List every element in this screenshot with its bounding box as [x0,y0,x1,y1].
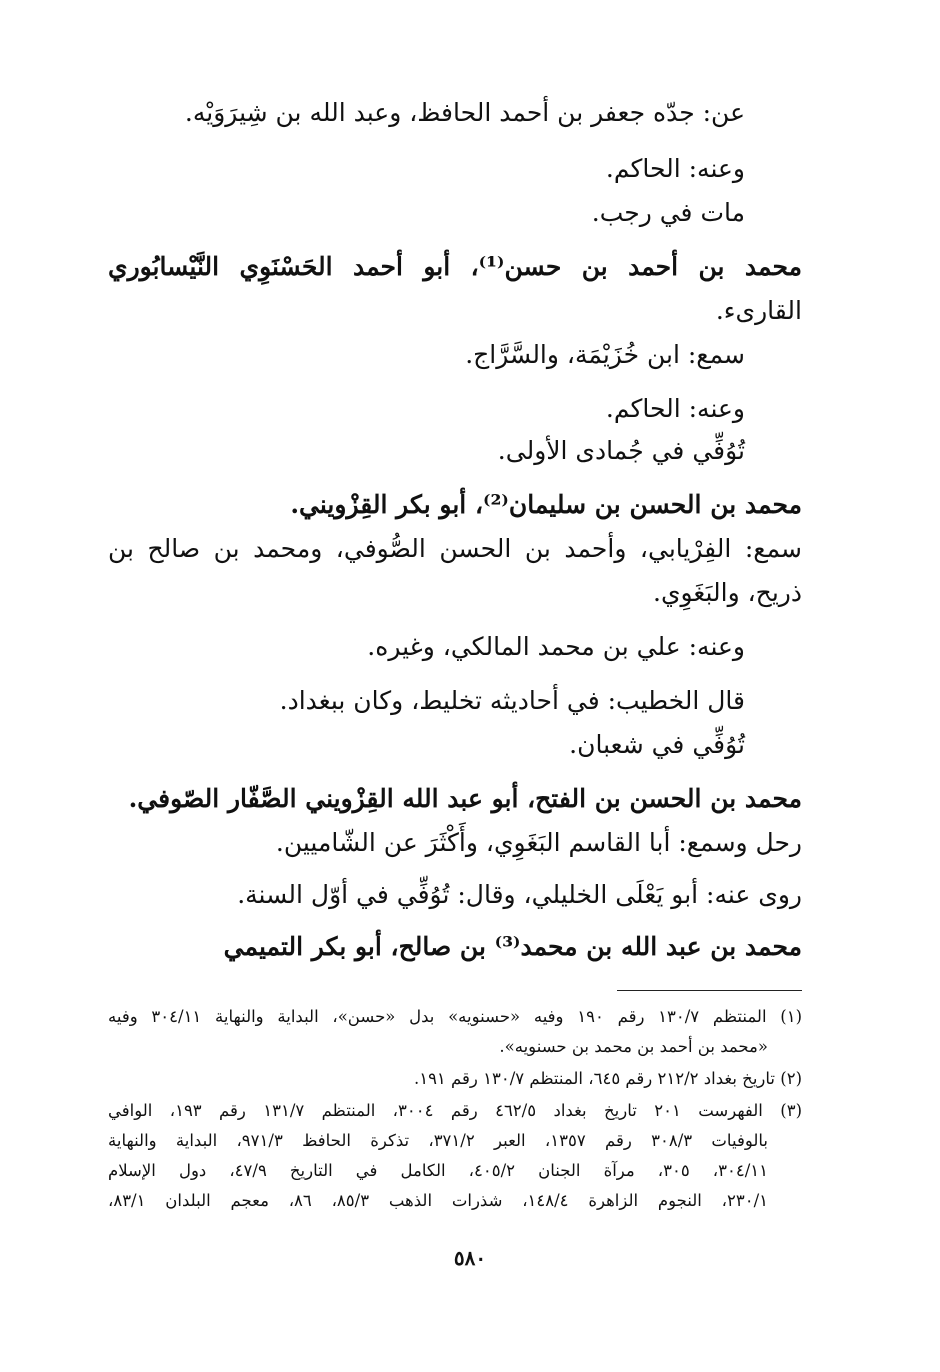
entry-heading-qazwini: محمد بن الحسن بن سليمان⁽²⁾، أبو بكر القِزْويني. [290,490,802,519]
footnote-3-continued: ٢٣٠/١، النجوم الزاهرة ١٤٨/٤، شذرات الذهب ٨٥/٣، ٨٦، معجم البلدان ٨٣/١، [108,1191,769,1210]
footnote-1-continued: «محمد بن أحمد بن محمد بن حسنويه». [499,1037,768,1056]
text-line-narrated-by: وعنه: علي بن محمد المالكي، وغيره. [367,632,745,661]
page-number: ٥٨٠ [453,1246,487,1270]
text-line-death: تُوُفِّي في شعبان. [569,730,745,759]
text-line-heard-from: سمع: الفِرْيابي، وأحمد بن الحسن الصُّوفي، ومحمد بن صالح بن [108,534,802,563]
footnote-2: (٢) تاريخ بغداد ٢١٢/٢ رقم ٦٤٥، المنتظم ١٣٠/٧ رقم ١٩١. [413,1069,802,1088]
footnote-3-continued: ٣٠٤/١١، ٣٠٥، مرآة الجنان ٤٠٥/٢، الكامل في التاريخ ٤٧/٩، دول الإسلام [108,1161,769,1180]
entry-heading-hasnawi: محمد بن أحمد بن حسن⁽¹⁾، أبو أحمد الحَسْنَوِي النَّيْسابُوري [108,252,802,281]
footnote-separator [617,990,802,991]
footnote-3: (٣) الفهرست ٢٠١ تاريخ بغداد ٤٦٢/٥ رقم ٣٠٠٤، المنتظم ١٣١/٧ رقم ١٩٣، الوافي [108,1101,803,1120]
text-line-entry-continued: ذريح، والبَغَوِي. [653,578,802,607]
text-line-narrated-by: روى عنه: أبو يَعْلَى الخليلي، وقال: تُوُفِّي في أوّل السنة. [237,880,802,909]
entry-heading-saffar: محمد بن الحسن بن الفتح، أبو عبد الله القِزْويني الصَّفّار الصّوفي. [128,784,802,813]
footnote-3-continued: بالوفيات ٣٠٨/٣ رقم ١٣٥٧، العبر ٣٧١/٢، تذكرة الحافظ ٩٧١/٣، البداية والنهاية [108,1131,769,1150]
footnote-1: (١) المنتظم ١٣٠/٧ رقم ١٩٠ وفيه «حسنويه» بدل «حسن»، البداية والنهاية ٣٠٤/١١ وفيه [108,1007,802,1026]
text-line-narrated-by: وعنه: الحاكم. [605,394,745,423]
text-line-entry-continued: القارىء. [715,296,802,325]
text-line-narrated-by: وعنه: الحاكم. [605,154,745,183]
text-line-travelled-heard: رحل وسمع: أبا القاسم البَغَوِي، وأَكْثَرَ عن الشّاميين. [275,828,802,857]
text-line-narrated-from: عن: جدّه جعفر بن أحمد الحافظ، وعبد الله بن شِيرَوَيْه. [184,98,745,127]
text-line-heard-from: سمع: ابن خُزَيْمَة، والسَّرَّاج. [465,340,745,369]
text-line-death: مات في رجب. [591,198,745,227]
entry-heading-tamimi: محمد بن عبد الله بن محمد⁽³⁾ بن صالح، أبو بكر التميمي [223,932,802,961]
text-line-khatib-remark: قال الخطيب: في أحاديثه تخليط، وكان ببغداد. [279,686,745,715]
text-line-death: تُوُفِّي في جُمادى الأولى. [497,436,745,465]
